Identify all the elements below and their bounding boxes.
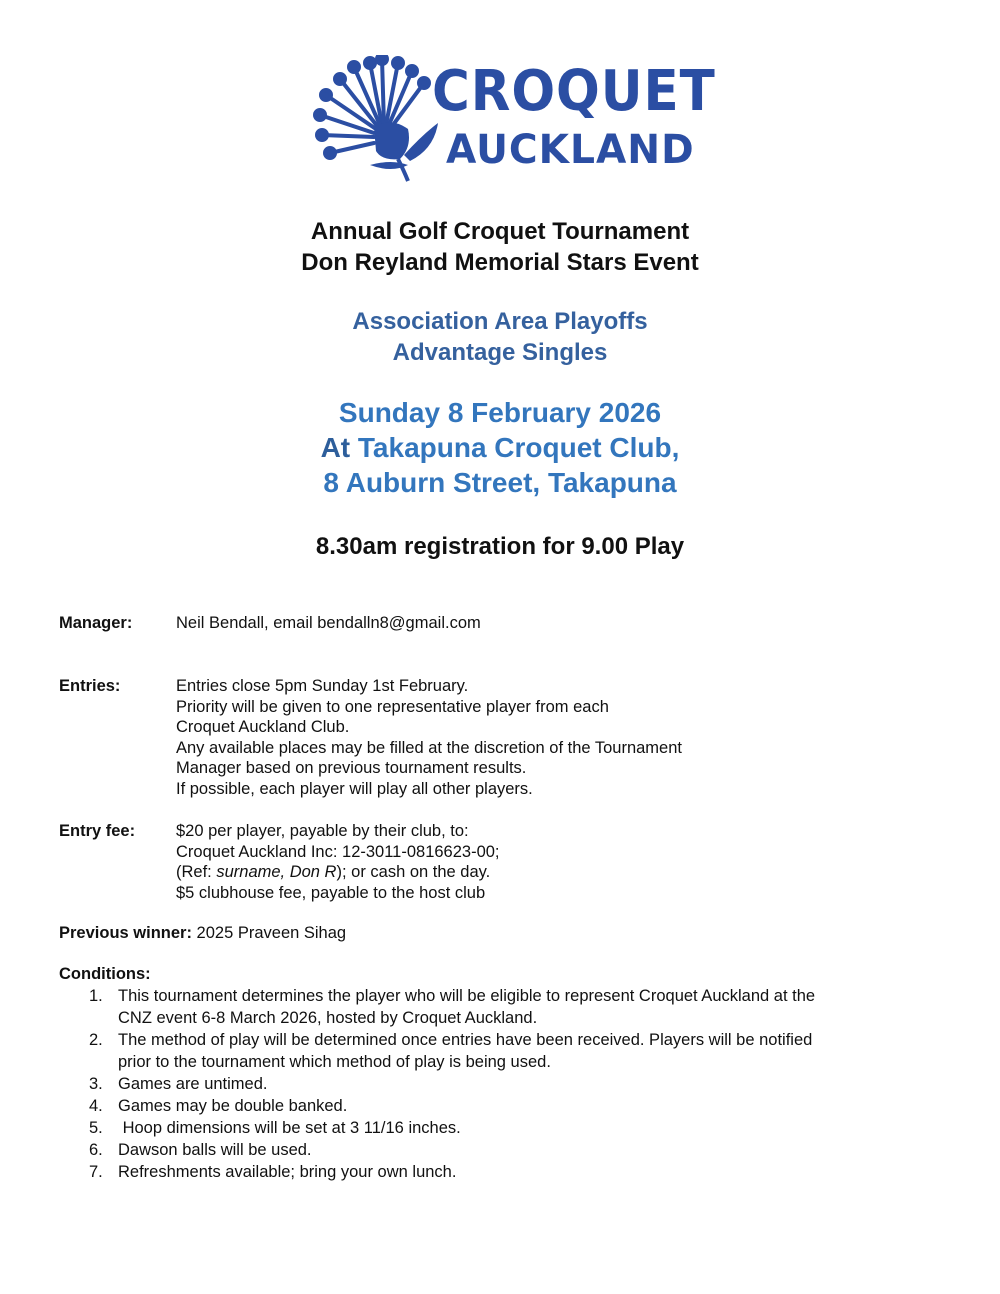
conditions-heading bbox=[59, 964, 151, 985]
reference-prefix: (Ref: bbox=[176, 863, 217, 882]
entries-line: Any available places may be filled at the discretion of the Tournament bbox=[176, 738, 682, 757]
condition-item bbox=[59, 1139, 838, 1161]
entries-line: Priority will be given to one representative player from each bbox=[176, 697, 609, 716]
manager-value: Neil Bendall, email bendalln8@gmail.com bbox=[176, 614, 481, 632]
previous-winner-row bbox=[59, 923, 346, 944]
entries-label: Entries: bbox=[59, 677, 121, 695]
bank-account-line: Croquet Auckland Inc: 12-3011-0816623-00; bbox=[176, 842, 500, 861]
venue-name: Takapuna Croquet Club, bbox=[357, 432, 680, 463]
croquet-auckland-logo bbox=[312, 55, 716, 185]
entries-line: Entries close 5pm Sunday 1st February. bbox=[176, 677, 469, 695]
condition-item bbox=[59, 1161, 838, 1183]
logo-text-croquet: CROQUET bbox=[432, 59, 716, 124]
venue-prefix: At bbox=[320, 432, 351, 463]
pohutukawa-flower-icon bbox=[312, 55, 442, 185]
reference-suffix: ); or cash on the day. bbox=[336, 863, 491, 882]
condition-text: This tournament determines the player who will be eligible to represent Croquet Auckland at the CNZ event 6-8 March 2026, hosted by Croquet Auckland. bbox=[118, 987, 816, 1027]
conditions-list bbox=[59, 985, 838, 1183]
condition-item bbox=[59, 1073, 838, 1095]
entries-details bbox=[176, 676, 682, 800]
condition-number: 2. bbox=[89, 1031, 103, 1049]
entries-line: Croquet Auckland Club. bbox=[176, 718, 350, 737]
venue-address: 8 Auburn Street, Takapuna bbox=[323, 467, 677, 498]
condition-item bbox=[59, 1029, 838, 1073]
previous-winner-value: 2025 Praveen Sihag bbox=[196, 924, 347, 942]
previous-winner-label: Previous winner: bbox=[59, 924, 192, 942]
entries-line: If possible, each player will play all other players. bbox=[176, 779, 533, 798]
condition-text: The method of play will be determined once entries have been received. Players will be notified prior to the tournament which method of play is being used. bbox=[118, 1031, 813, 1071]
condition-number: 5. bbox=[89, 1119, 103, 1137]
clubhouse-fee-line: $5 clubhouse fee, payable to the host club bbox=[176, 883, 486, 902]
event-date: Sunday 8 February 2026 bbox=[338, 397, 662, 428]
condition-text: Dawson balls will be used. bbox=[118, 1141, 312, 1159]
entry-fee-line: $20 per player, payable by their club, to: bbox=[176, 822, 469, 840]
registration-time: 8.30am registration for 9.00 Play bbox=[315, 533, 685, 560]
reference-line bbox=[176, 862, 500, 883]
condition-item bbox=[59, 1095, 838, 1117]
entry-fee-label: Entry fee: bbox=[59, 822, 136, 840]
condition-text: Games are untimed. bbox=[118, 1075, 268, 1093]
condition-number: 6. bbox=[89, 1141, 103, 1159]
subtitle-line-2: Advantage Singles bbox=[392, 339, 608, 366]
condition-item bbox=[59, 1117, 838, 1139]
reference-format: surname, Don R bbox=[216, 863, 337, 882]
event-venue bbox=[0, 430, 1000, 465]
condition-item bbox=[59, 985, 838, 1029]
title-line-1: Annual Golf Croquet Tournament bbox=[310, 218, 690, 245]
event-subtitle bbox=[0, 306, 1000, 368]
subtitle-line-1: Association Area Playoffs bbox=[352, 308, 648, 335]
title-line-2: Don Reyland Memorial Stars Event bbox=[301, 249, 699, 276]
condition-text: Hoop dimensions will be set at 3 11/16 inches. bbox=[118, 1119, 461, 1137]
condition-number: 4. bbox=[89, 1097, 103, 1115]
conditions-label: Conditions: bbox=[59, 965, 151, 983]
entry-fee-details bbox=[176, 821, 500, 903]
condition-number: 7. bbox=[89, 1163, 103, 1181]
condition-text: Refreshments available; bring your own lunch. bbox=[118, 1163, 457, 1181]
condition-number: 1. bbox=[89, 987, 103, 1005]
tournament-title bbox=[0, 216, 1000, 278]
logo-text-auckland: AUCKLAND bbox=[446, 127, 695, 173]
manager-label: Manager: bbox=[59, 614, 133, 632]
entries-line: Manager based on previous tournament results. bbox=[176, 759, 527, 778]
condition-text: Games may be double banked. bbox=[118, 1097, 348, 1115]
event-date-venue bbox=[0, 395, 1000, 500]
condition-number: 3. bbox=[89, 1075, 103, 1093]
